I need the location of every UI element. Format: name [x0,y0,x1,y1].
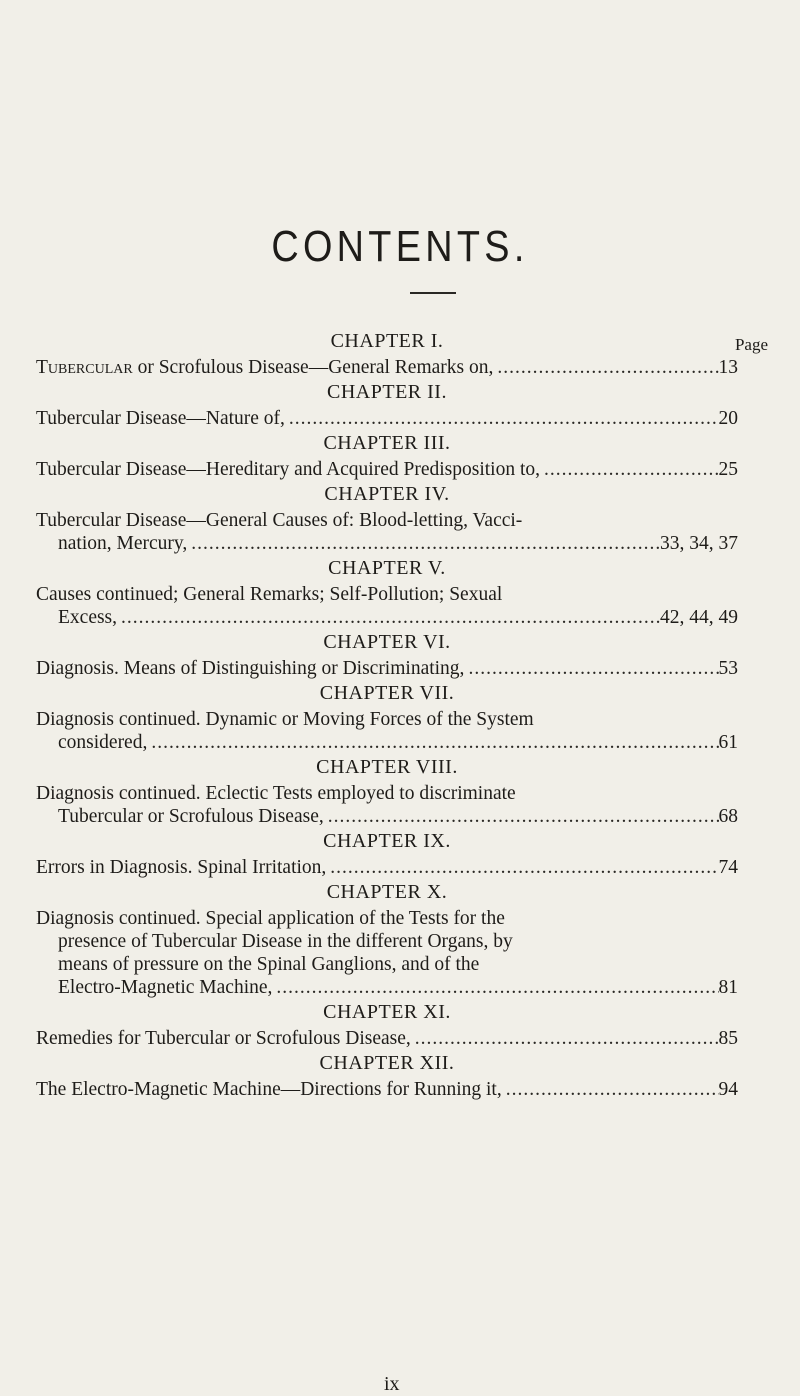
toc-entry [36,856,738,879]
page-folio: ix [384,1373,400,1395]
toc-entry-text: Tubercular or Scrofulous Disease, [58,806,324,827]
toc-line [36,1027,738,1050]
toc-entry-text: presence of Tubercular Disease in the different Organs, by [58,931,513,952]
toc-entry-text: Diagnosis continued. Eclectic Tests employed to discriminate [36,783,516,804]
toc-page-number: 20 [718,408,738,429]
toc-line [36,930,738,953]
toc-page-number: 61 [718,732,738,753]
toc-line [36,583,738,606]
dot-leader [502,1078,719,1101]
chapter-heading: CHAPTER XII. [319,1052,455,1074]
chapter-heading: CHAPTER III. [323,432,451,454]
toc-entry-text: Remedies for Tubercular or Scrofulous Disease, [36,1028,411,1049]
page-column-header: Page [734,335,768,354]
dot-leader [147,731,718,754]
chapter-heading: CHAPTER I. [330,330,444,352]
toc-line [36,532,738,555]
toc-entry [36,458,738,481]
toc-line [36,907,738,930]
toc-entry-text: Tubercular Disease—General Causes of: Blood-letting, Vacci- [36,510,523,531]
toc-entry-text: Tubercular Disease—Hereditary and Acquired Predisposition to, [36,459,541,480]
toc-line [36,805,738,828]
toc-line [36,657,738,680]
toc-entry-text: nation, Mercury, [58,533,188,554]
toc-line [36,356,738,379]
chapter-heading: CHAPTER IV. [324,483,450,505]
chapter-heading: CHAPTER II. [327,381,447,403]
dot-leader [117,606,660,629]
toc-entry [36,1078,738,1101]
chapter-heading: CHAPTER VI. [323,631,451,653]
chapter-heading: CHAPTER V. [328,557,446,579]
chapter-heading: CHAPTER VIII. [316,756,458,778]
chapter-heading: CHAPTER XI. [323,1001,451,1023]
chapter-heading: CHAPTER X. [326,881,448,903]
toc-page-number: 33, 34, 37 [660,533,738,554]
toc-entry [36,657,738,680]
toc-page-number: 53 [718,658,738,679]
toc-entry [36,356,738,379]
toc-entry-text: Electro-Magnetic Machine, [58,977,273,998]
toc-entry [36,907,738,999]
toc-entry-text: Causes continued; General Remarks; Self-Pollution; Sexual [36,584,503,605]
dot-leader [285,407,719,430]
toc-entry [36,407,738,430]
toc-line [36,782,738,805]
dot-leader [187,532,660,555]
table-of-contents [36,328,738,1101]
toc-line [36,407,738,430]
toc-entry-text: Excess, [58,607,118,628]
title-rule [410,292,456,294]
toc-entry [36,708,738,754]
toc-page-number: 25 [718,459,738,480]
toc-line [36,856,738,879]
toc-page-number: 42, 44, 49 [660,607,738,628]
toc-entry-text: The Electro-Magnetic Machine—Directions for Running it, [36,1079,502,1100]
dot-leader [411,1027,719,1050]
dot-leader [464,657,718,680]
toc-line [36,731,738,754]
toc-page-number: 81 [718,977,738,998]
toc-entry-text: considered, [58,732,148,753]
toc-line [36,953,738,976]
toc-entry [36,509,738,555]
dot-leader [493,356,718,379]
toc-entry-text: Tubercular or Scrofulous Disease—General Remarks on, [36,357,494,378]
page-title: CONTENTS. [271,222,529,271]
toc-page-number: 94 [718,1079,738,1100]
toc-entry-text: means of pressure on the Spinal Ganglions, and of the [58,954,480,975]
toc-entry-text: Diagnosis continued. Special application of the Tests for the [36,908,505,929]
toc-page-number: 68 [718,806,738,827]
toc-line [36,976,738,999]
toc-line [36,708,738,731]
toc-page-number: 74 [718,857,738,878]
dot-leader [272,976,718,999]
dot-leader [326,856,718,879]
toc-entry [36,782,738,828]
dot-leader [540,458,718,481]
toc-line [36,458,738,481]
toc-page-number: 13 [718,357,738,378]
toc-line [36,606,738,629]
toc-page-number: 85 [718,1028,738,1049]
toc-entry [36,1027,738,1050]
dot-leader [324,805,719,828]
chapter-heading: CHAPTER IX. [323,830,451,852]
toc-entry-text: Tubercular Disease—Nature of, [36,408,285,429]
toc-entry [36,583,738,629]
toc-entry-text: Errors in Diagnosis. Spinal Irritation, [36,857,327,878]
toc-entry-text: Diagnosis continued. Dynamic or Moving Forces of the System [36,709,534,730]
toc-entry-text: Diagnosis. Means of Distinguishing or Discriminating, [36,658,465,679]
chapter-heading: CHAPTER VII. [319,682,455,704]
toc-line [36,509,738,532]
toc-line [36,1078,738,1101]
